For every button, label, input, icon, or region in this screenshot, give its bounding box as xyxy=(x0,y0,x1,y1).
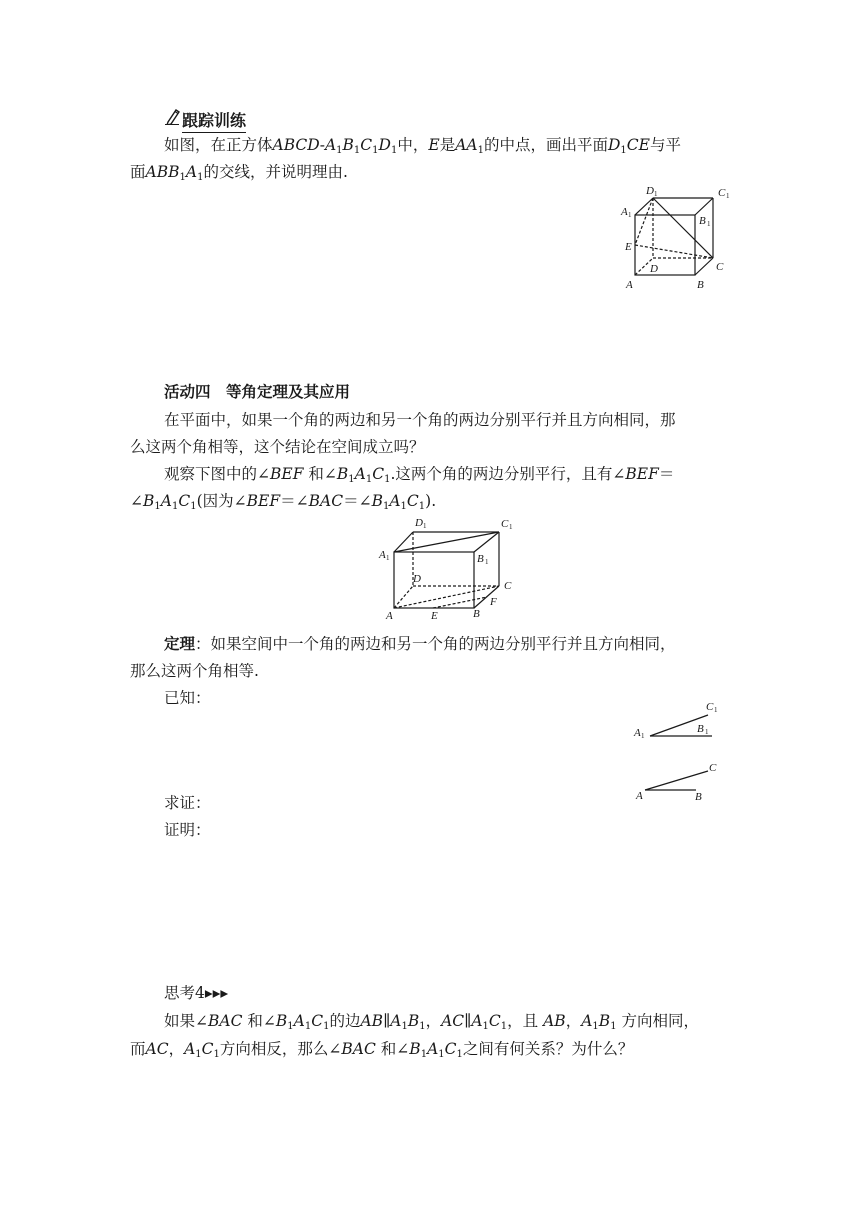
think4-question-cont: 而AC，$A_1C_1$方向相反，那么∠BAC 和$\angle B_1A_1C_1$之间有何关系？为什么？ xyxy=(130,1040,634,1060)
proof-label: 证明： xyxy=(164,821,211,839)
fig2-label-F: F xyxy=(490,596,497,608)
activity4-para1: 在平面中，如果一个角的两边和另一个角的两边分别平行并且方向相同，那 xyxy=(164,411,676,429)
tracking-heading: 跟踪训练 xyxy=(182,108,246,133)
angles-figure-3 xyxy=(630,698,730,808)
fig1-label-B: B xyxy=(697,279,704,291)
tracking-problem: 如图，在正方体ABCD-$A_1B_1C_1D_1$中，E是$AA_1$的中点，画出平面$D_1CE$与平 xyxy=(164,136,681,156)
fig2-label-E: E xyxy=(431,610,438,622)
fig1-label-D1: D xyxy=(646,185,654,197)
fig3-label-A1: A xyxy=(634,727,641,739)
svg-text:1: 1 xyxy=(509,523,513,531)
fig2-label-C1: C xyxy=(501,518,509,530)
activity4-para2: 观察下图中的∠BEF 和$\angle B_1A_1C_1$.这两个角的两边分别平行，且有∠BEF＝ xyxy=(164,465,675,485)
svg-text:1: 1 xyxy=(714,706,718,714)
fig1-label-D: D xyxy=(650,263,658,275)
theorem-label: 定理 xyxy=(164,635,196,653)
prove-label: 求证： xyxy=(164,794,211,812)
activity4-para2-cont: $\angle B_1A_1C_1$(因为$\angle BEF=\angle BAC=\angle B_1A_1C_1$). xyxy=(130,492,437,512)
fig1-label-C1: C xyxy=(718,187,726,199)
fig2-label-B1: B xyxy=(477,553,484,565)
tracking-problem-cont: 面$ABB_1A_1$的交线，并说明理由. xyxy=(130,163,348,183)
fig1-label-A1: A xyxy=(621,206,628,218)
svg-text:1: 1 xyxy=(707,220,711,228)
fig2-label-C: C xyxy=(504,580,512,592)
svg-text:1: 1 xyxy=(423,522,427,530)
given-label: 已知： xyxy=(164,689,211,707)
svg-text:1: 1 xyxy=(641,732,645,740)
cube-figure-1 xyxy=(615,182,740,292)
svg-text:1: 1 xyxy=(628,211,632,219)
think4-question: 如果∠BAC 和$\angle B_1A_1C_1$的边$AB\parallel A_1B_1$，$AC\parallel A_1C_1$，且 AB，$A_1B_1$ 方向相同， xyxy=(164,1012,699,1032)
fig3-label-C: C xyxy=(709,762,717,774)
fig3-label-A: A xyxy=(636,790,643,802)
svg-text:1: 1 xyxy=(705,728,709,736)
activity4-para1-cont: 么这两个角相等，这个结论在空间成立吗？ xyxy=(130,438,425,456)
svg-text:1: 1 xyxy=(654,190,658,198)
theorem xyxy=(164,634,676,654)
fig3-label-C1: C xyxy=(706,701,714,713)
fig1-label-C: C xyxy=(716,261,724,273)
fig1-label-E: E xyxy=(625,241,632,253)
fig2-label-B: B xyxy=(473,608,480,620)
fig1-label-B1: B xyxy=(699,215,706,227)
svg-text:1: 1 xyxy=(386,554,390,562)
svg-text:1: 1 xyxy=(726,192,730,200)
fig2-label-A1: A xyxy=(379,549,386,561)
pencil-icon xyxy=(165,107,181,129)
think4-title: 思考4▸▸▸ xyxy=(164,984,229,1002)
box-figure-2 xyxy=(375,515,525,625)
fig3-label-B1: B xyxy=(697,723,704,735)
theorem-text: ：如果空间中一个角的两边和另一个角的两边分别平行并且方向相同， xyxy=(195,635,676,653)
fig2-label-A: A xyxy=(386,610,393,622)
activity4-title: 活动四 等角定理及其应用 xyxy=(164,383,351,401)
fig3-label-B: B xyxy=(695,791,702,803)
svg-text:1: 1 xyxy=(485,558,489,566)
fig1-label-A: A xyxy=(626,279,633,291)
fig2-label-D1: D xyxy=(415,517,423,529)
theorem-cont: 那么这两个角相等. xyxy=(130,662,259,680)
fig2-label-D: D xyxy=(413,573,421,585)
